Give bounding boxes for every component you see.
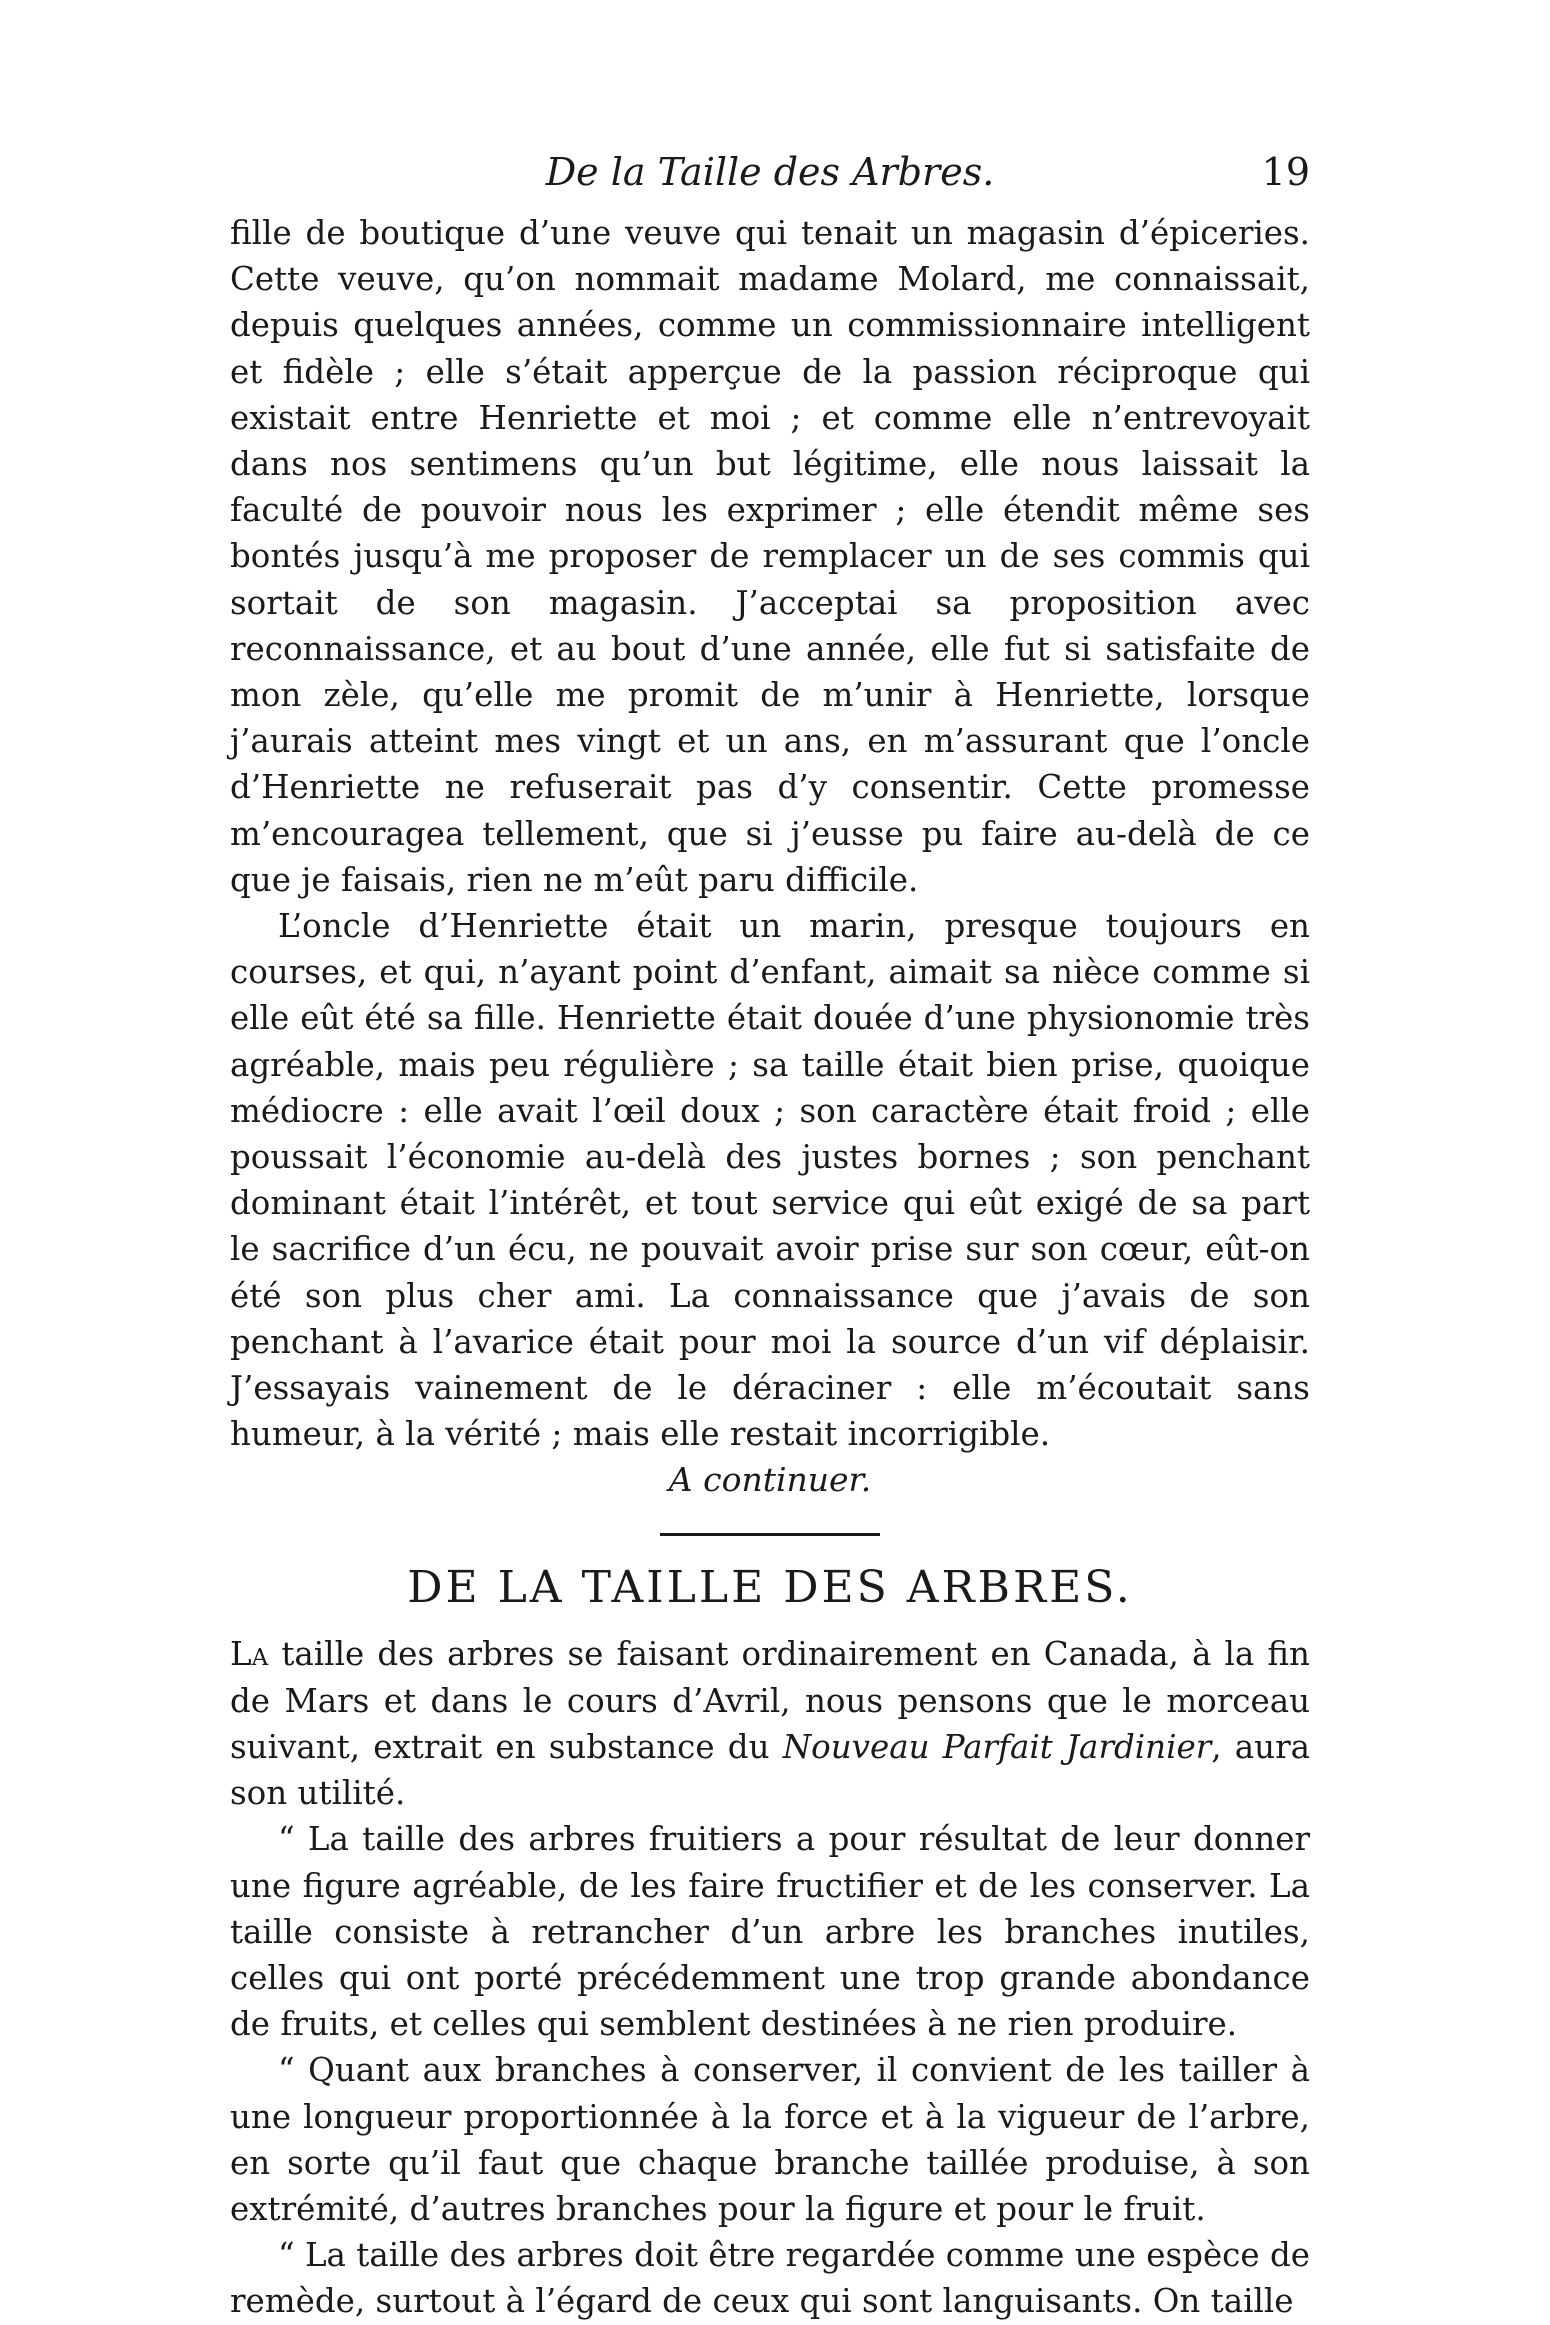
pruning-paragraph-1 <box>230 1631 1310 1816</box>
intro-text-a: taille des arbres se faisant ordinairement en Canada, à la fin de Mars et dans le cours d’Avril, nous pensons que le morceau suivant, extrait en substance du <box>230 1635 1310 1766</box>
pruning-paragraph-3: “ Quant aux branches à conserver, il convient de les tailler à une longueur proportionnée à la force et à la vigueur de l’arbre, en sorte qu’il faut que chaque branche taillée produise, à son extrémité, d’autres branches pour la figure et pour le fruit. <box>230 2051 1310 2228</box>
pruning-paragraph-2: “ La taille des arbres fruitiers a pour résultat de leur donner une figure agréable, de les faire fructifier et de les conserver. La taille consiste à retrancher d’un arbre les branches inutiles, celles qui ont porté précédemment une trop grande abondance de fruits, et celles qui semblent destinées à ne rien produire. <box>230 1820 1310 2044</box>
story-paragraph-2: L’oncle d’Henriette était un marin, presque toujours en courses, et qui, n’ayant point d’enfant, aimait sa nièce comme si elle eût été sa fille. Henriette était douée d’une physionomie très agréable, mais peu régulière ; sa taille était bien prise, quoique médiocre : elle avait l’œil doux ; son caractère était froid ; elle poussait l’économie au-delà des justes bornes ; son penchant dominant était l’intérêt, et tout service qui eût exigé de sa part le sacrifice d’un écu, ne pouvait avoir prise sur son cœur, eût-on été son plus cher ami. La connaissance que j’avais de son penchant à l’avarice était pour moi la source d’un vif déplaisir. J’essayais vainement de le déraciner : elle m’écoutait sans humeur, à la vérité ; mais elle restait incorrigible. <box>230 907 1310 1454</box>
story-paragraph-1: fille de boutique d’une veuve qui tenait un magasin d’épiceries. Cette veuve, qu’on nommait madame Molard, me connaissait, depuis quelques années, comme un commissionnaire intelligent et fidèle ; elle s’était apperçue de la passion réciproque qui existait entre Henriette et moi ; et comme elle n’entrevoyait dans nos sentimens qu’un but légitime, elle nous laissait la faculté de pouvoir nous les exprimer ; elle étendit même ses bontés jusqu’à me proposer de remplacer un de ses commis qui sortait de son magasin. J’acceptai sa proposition avec reconnaissance, et au bout d’une année, elle fut si satisfaite de mon zèle, qu’elle me promit de m’unir à Henriette, lorsque j’aurais atteint mes vingt et un ans, en m’assurant que l’oncle d’Henriette ne refuserait pas d’y consentir. Cette promesse m’encouragea tellement, que si j’eusse pu faire au-delà de ce que je faisais, rien ne m’eût paru difficile. <box>230 214 1310 899</box>
book-title: Nouveau Parfait Jardinier <box>782 1727 1212 1766</box>
page <box>230 150 1310 2325</box>
running-head <box>230 150 1310 210</box>
pruning-paragraph-4: “ La taille des arbres doit être regardée comme une espèce de remède, surtout à l’égard de ceux qui sont languisants. On taille <box>230 2236 1310 2321</box>
section-title: DE LA TAILLE DES ARBRES. <box>407 1562 1133 1614</box>
page-number: 19 <box>1261 150 1310 194</box>
section-divider <box>660 1533 880 1536</box>
running-title: De la Taille des Arbres. <box>545 150 995 194</box>
lead-word: La <box>230 1635 269 1674</box>
article-story <box>230 210 1310 1457</box>
intro-text-b: , aura son utilité. <box>230 1727 1310 1813</box>
continuation-note: A continuer. <box>668 1460 872 1500</box>
article-pruning <box>230 1631 1310 2324</box>
